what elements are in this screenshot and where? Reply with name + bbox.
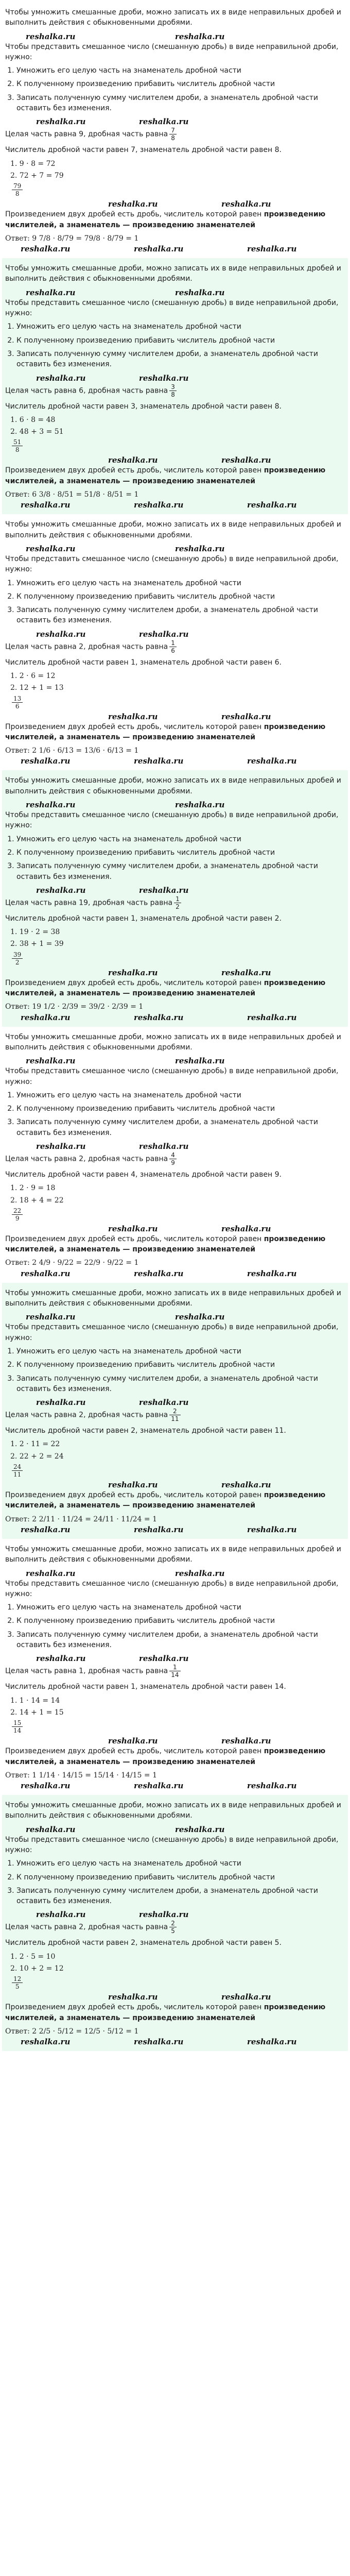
- whole-part-line: [5, 1920, 345, 1935]
- watermark: reshalka.ru: [175, 1312, 225, 1322]
- calc-step: 1. 2 · 9 = 18: [10, 1184, 56, 1193]
- final-answer: Ответ: 2 1/6 · 6/13 = 13/6 · 6/13 = 1: [5, 747, 139, 755]
- watermark-row: [5, 2037, 345, 2046]
- calc-step: 2. 22 + 2 = 24: [10, 1452, 64, 1461]
- multiply-text: Произведением двух дробей есть дробь, числитель которой равен: [5, 978, 264, 987]
- improper-result: [12, 182, 23, 197]
- fraction-numerator: 1: [169, 1664, 180, 1671]
- improper-result: [12, 1207, 23, 1222]
- watermark: reshalka.ru: [36, 1910, 86, 1920]
- step-item: 3. Записать полученную сумму числителем дроби, а знаменатель дробной части оставить без изменения.: [16, 861, 345, 882]
- watermark: reshalka.ru: [21, 1268, 71, 1278]
- watermark: reshalka.ru: [108, 1736, 158, 1746]
- watermark: reshalka.ru: [221, 1736, 271, 1746]
- steps-list: [16, 1346, 345, 1394]
- watermark: reshalka.ru: [108, 711, 158, 721]
- fraction-denominator: 8: [171, 391, 175, 398]
- watermark: reshalka.ru: [26, 1568, 76, 1578]
- step-item: 1. Умножить его целую часть на знаменатель дробной части: [16, 578, 345, 588]
- watermark: reshalka.ru: [247, 2037, 297, 2047]
- step-item: 1. Умножить его целую часть на знаменатель дробной части: [16, 1346, 345, 1357]
- steps-list: [16, 1090, 345, 1138]
- watermark: reshalka.ru: [247, 244, 297, 254]
- watermark: reshalka.ru: [21, 1012, 71, 1022]
- watermark: reshalka.ru: [36, 1142, 86, 1151]
- fraction-numerator: 22: [12, 1207, 23, 1215]
- fraction-part: [169, 639, 177, 654]
- watermark-row: [5, 756, 345, 765]
- fraction-denominator: 9: [15, 1214, 20, 1222]
- watermark: reshalka.ru: [36, 117, 86, 127]
- watermark-row: [5, 1992, 345, 2001]
- step-item: 2. К полученному произведению прибавить числитель дробной части: [16, 591, 345, 602]
- fraction-denominator: 11: [171, 1415, 179, 1423]
- whole-part-text: Целая часть равна 2, дробная часть равна: [5, 1155, 168, 1163]
- fraction-denominator: 8: [15, 190, 20, 198]
- calc-step: 1. 9 · 8 = 72: [10, 159, 56, 168]
- watermark: reshalka.ru: [108, 1992, 158, 2002]
- fraction-part: [169, 1151, 177, 1166]
- multiply-line: [5, 978, 345, 999]
- solution-section: [2, 258, 348, 514]
- watermark-row: [5, 244, 345, 253]
- product-rule: произведению числителей, а знаменатель — произведению знаменателей: [5, 1747, 326, 1766]
- solution-section: [2, 514, 348, 770]
- product-rule: произведению числителей, а знаменатель — произведению знаменателей: [5, 722, 326, 741]
- watermark: reshalka.ru: [175, 31, 225, 41]
- multiply-line: [5, 2002, 345, 2023]
- steps-list: [16, 1602, 345, 1650]
- watermark-row: [5, 1268, 345, 1278]
- step-item: 3. Записать полученную сумму числителем дроби, а знаменатель дробной части оставить без изменения.: [16, 605, 345, 626]
- watermark: reshalka.ru: [247, 1268, 297, 1278]
- watermark: reshalka.ru: [139, 1910, 189, 1920]
- improper-result: [12, 951, 23, 966]
- fraction-numerator: 2: [169, 1408, 180, 1415]
- watermark: reshalka.ru: [108, 199, 158, 209]
- step-item: 2. К полученному произведению прибавить числитель дробной части: [16, 1616, 345, 1626]
- rule-heading: Чтобы представить смешанное число (смешанную дробь) в виде неправильной дроби, нужно:: [5, 1067, 339, 1086]
- step-item: 3. Записать полученную сумму числителем дроби, а знаменатель дробной части оставить без изменения.: [16, 93, 345, 114]
- whole-part-text: Целая часть равна 6, дробная часть равна: [5, 386, 168, 395]
- calc-step: 1. 2 · 11 = 22: [10, 1440, 60, 1449]
- step-item: 2. К полученному произведению прибавить числитель дробной части: [16, 848, 345, 858]
- fraction-denominator: 2: [15, 958, 20, 966]
- multiply-line: [5, 209, 345, 230]
- watermark-row: [5, 1312, 345, 1321]
- watermark: reshalka.ru: [134, 1524, 184, 1534]
- watermark-row: [5, 544, 345, 553]
- watermark: reshalka.ru: [26, 1312, 76, 1322]
- step-item: 2. К полученному произведению прибавить числитель дробной части: [16, 1872, 345, 1883]
- fraction-denominator: 11: [13, 1471, 22, 1479]
- intro-text: Чтобы умножить смешанные дроби, можно записать их в виде неправильных дробей и выполнить действия с обыкновенными дробями.: [5, 8, 341, 27]
- rule-heading: Чтобы представить смешанное число (смешанную дробь) в виде неправильной дроби, нужно:: [5, 1579, 339, 1598]
- improper-fraction: [10, 438, 345, 453]
- step-item: 3. Записать полученную сумму числителем дроби, а знаменатель дробной части оставить без изменения.: [16, 1117, 345, 1138]
- solution-section: [2, 1027, 348, 1283]
- watermark: reshalka.ru: [26, 1824, 76, 1834]
- intro-text: Чтобы умножить смешанные дроби, можно записать их в виде неправильных дробей и выполнить действия с обыкновенными дробями.: [5, 776, 341, 795]
- fraction-denominator: 6: [15, 702, 20, 710]
- fraction-numerator: 4: [169, 1151, 177, 1159]
- whole-part-line: [5, 895, 345, 910]
- fraction-denominator: 2: [176, 903, 180, 910]
- product-rule: произведению числителей, а знаменатель — произведению знаменателей: [5, 466, 326, 485]
- watermark: reshalka.ru: [247, 1524, 297, 1534]
- watermark: reshalka.ru: [247, 756, 297, 766]
- improper-fraction: [10, 1975, 345, 1990]
- watermark: reshalka.ru: [175, 1568, 225, 1578]
- fraction-numerator: 51: [12, 438, 23, 446]
- step-item: 2. К полученному произведению прибавить числитель дробной части: [16, 335, 345, 346]
- calc-step: 1. 6 · 8 = 48: [10, 415, 56, 424]
- improper-fraction: [10, 1463, 345, 1478]
- watermark: reshalka.ru: [134, 244, 184, 254]
- calc-step: 2. 14 + 1 = 15: [10, 1708, 64, 1717]
- improper-fraction: [10, 695, 345, 710]
- watermark-row: [5, 1909, 345, 1919]
- watermark: reshalka.ru: [21, 756, 71, 766]
- watermark: reshalka.ru: [108, 455, 158, 465]
- fraction-numerator: 15: [12, 1719, 23, 1727]
- fraction-denominator: 8: [15, 446, 20, 454]
- watermark: reshalka.ru: [21, 244, 71, 254]
- calc-step: 2. 48 + 3 = 51: [10, 428, 64, 436]
- watermark-row: [5, 373, 345, 382]
- watermark: reshalka.ru: [134, 2037, 184, 2047]
- watermark: reshalka.ru: [221, 1992, 271, 2002]
- multiply-text: Произведением двух дробей есть дробь, числитель которой равен: [5, 210, 264, 219]
- watermark: reshalka.ru: [21, 500, 71, 510]
- calc-step: 1. 2 · 5 = 10: [10, 1952, 56, 1961]
- whole-part-line: [5, 639, 345, 654]
- multiply-line: [5, 722, 345, 743]
- whole-part-text: Целая часть равна 2, дробная часть равна: [5, 642, 168, 651]
- final-answer: Ответ: 1 1/14 · 14/15 = 15/14 · 14/15 = 1: [5, 1771, 157, 1780]
- watermark: reshalka.ru: [221, 455, 271, 465]
- whole-part-text: Целая часть равна 2, дробная часть равна: [5, 1923, 168, 1931]
- product-rule: произведению числителей, а знаменатель — произведению знаменателей: [5, 978, 326, 998]
- calc-step: 2. 38 + 1 = 39: [10, 940, 64, 948]
- watermark: reshalka.ru: [134, 1268, 184, 1278]
- step-item: 1. Умножить его целую часть на знаменатель дробной части: [16, 1858, 345, 1869]
- step-item: 2. К полученному произведению прибавить числитель дробной части: [16, 1360, 345, 1370]
- fraction-numerator: 24: [12, 1463, 23, 1471]
- rule-heading: Чтобы представить смешанное число (смешанную дробь) в виде неправильной дроби, нужно:: [5, 554, 339, 574]
- watermark: reshalka.ru: [108, 968, 158, 977]
- fraction-numerator: 7: [169, 127, 177, 134]
- step-item: 1. Умножить его целую часть на знаменатель дробной части: [16, 834, 345, 844]
- solution-section: [2, 1283, 348, 1539]
- watermark-row: [5, 500, 345, 509]
- watermark: reshalka.ru: [221, 968, 271, 977]
- watermark: reshalka.ru: [139, 1398, 189, 1408]
- watermark: reshalka.ru: [175, 544, 225, 553]
- numerator-denominator-line: Числитель дробной части равен 2, знаменатель дробной части равен 5.: [5, 1939, 282, 1947]
- step-item: 1. Умножить его целую часть на знаменатель дробной части: [16, 65, 345, 76]
- step-item: 3. Записать полученную сумму числителем дроби, а знаменатель дробной части оставить без изменения.: [16, 1630, 345, 1651]
- product-rule: произведению числителей, а знаменатель — произведению знаменателей: [5, 1234, 326, 1254]
- watermark: reshalka.ru: [247, 1781, 297, 1791]
- watermark-row: [5, 1141, 345, 1150]
- fraction-numerator: 3: [169, 383, 177, 391]
- watermark: reshalka.ru: [221, 1224, 271, 1233]
- step-item: 2. К полученному произведению прибавить числитель дробной части: [16, 79, 345, 89]
- fraction-part: [169, 127, 177, 142]
- multiply-line: [5, 1746, 345, 1767]
- watermark: reshalka.ru: [21, 1524, 71, 1534]
- watermark: reshalka.ru: [134, 1781, 184, 1791]
- rule-heading: Чтобы представить смешанное число (смешанную дробь) в виде неправильной дроби, нужно:: [5, 1835, 339, 1854]
- improper-result: [12, 438, 23, 453]
- watermark-row: [5, 455, 345, 464]
- solution-section: [2, 1539, 348, 1795]
- watermark: reshalka.ru: [247, 1012, 297, 1022]
- step-item: 2. К полученному произведению прибавить числитель дробной части: [16, 1104, 345, 1114]
- calc-step: 2. 10 + 2 = 12: [10, 1964, 64, 1973]
- watermark-row: [5, 968, 345, 977]
- watermark: reshalka.ru: [108, 1224, 158, 1233]
- calc-step: 1. 2 · 6 = 12: [10, 671, 56, 680]
- final-answer: Ответ: 2 2/11 · 11/24 = 24/11 · 11/24 = 1: [5, 1515, 157, 1523]
- whole-part-line: [5, 127, 345, 142]
- numerator-denominator-line: Числитель дробной части равен 2, знаменатель дробной части равен 11.: [5, 1427, 286, 1435]
- watermark-row: [5, 199, 345, 208]
- solution-section: [2, 2, 348, 258]
- step-item: 1. Умножить его целую часть на знаменатель дробной части: [16, 1602, 345, 1613]
- watermark: reshalka.ru: [36, 1398, 86, 1408]
- watermark-row: [5, 287, 345, 297]
- fraction-part: [169, 1664, 180, 1679]
- watermark-row: [5, 1397, 345, 1406]
- fraction-numerator: 2: [169, 1920, 177, 1927]
- whole-part-line: [5, 1408, 345, 1422]
- rule-heading: Чтобы представить смешанное число (смешанную дробь) в виде неправильной дроби, нужно:: [5, 298, 339, 318]
- whole-part-line: [5, 383, 345, 398]
- fraction-denominator: 8: [171, 134, 175, 142]
- watermark: reshalka.ru: [139, 885, 189, 895]
- improper-fraction: [10, 182, 345, 197]
- numerator-denominator-line: Числитель дробной части равен 3, знаменатель дробной части равен 8.: [5, 402, 282, 411]
- watermark: reshalka.ru: [139, 1654, 189, 1664]
- watermark: reshalka.ru: [26, 544, 76, 553]
- step-item: 3. Записать полученную сумму числителем дроби, а знаменатель дробной части оставить без изменения.: [16, 1374, 345, 1395]
- improper-result: [12, 1719, 23, 1734]
- improper-result: [12, 1463, 23, 1478]
- watermark: reshalka.ru: [139, 373, 189, 383]
- numerator-denominator-line: Числитель дробной части равен 1, знаменатель дробной части равен 6.: [5, 658, 282, 667]
- watermark: reshalka.ru: [26, 1056, 76, 1066]
- watermark: reshalka.ru: [221, 199, 271, 209]
- watermark: reshalka.ru: [175, 1824, 225, 1834]
- watermark-row: [5, 885, 345, 894]
- fraction-part: [174, 895, 181, 910]
- fraction-part: [169, 383, 177, 398]
- watermark: reshalka.ru: [26, 287, 76, 297]
- improper-fraction: [10, 951, 345, 966]
- watermark: reshalka.ru: [221, 711, 271, 721]
- fraction-numerator: 1: [169, 639, 177, 647]
- whole-part-text: Целая часть равна 9, дробная часть равна: [5, 130, 168, 139]
- watermark: reshalka.ru: [247, 500, 297, 510]
- calc-step: 2. 12 + 1 = 13: [10, 684, 64, 692]
- intro-text: Чтобы умножить смешанные дроби, можно записать их в виде неправильных дробей и выполнить действия с обыкновенными дробями.: [5, 264, 341, 283]
- watermark: reshalka.ru: [36, 885, 86, 895]
- final-answer: Ответ: 9 7/8 · 8/79 = 79/8 · 8/79 = 1: [5, 234, 139, 243]
- watermark-row: [5, 1653, 345, 1663]
- fraction-denominator: 14: [171, 1671, 179, 1679]
- intro-text: Чтобы умножить смешанные дроби, можно записать их в виде неправильных дробей и выполнить действия с обыкновенными дробями.: [5, 1032, 341, 1052]
- whole-part-text: Целая часть равна 1, дробная часть равна: [5, 1667, 168, 1675]
- fraction-denominator: 5: [171, 1927, 175, 1935]
- watermark: reshalka.ru: [134, 1012, 184, 1022]
- watermark: reshalka.ru: [21, 1781, 71, 1791]
- watermark: reshalka.ru: [108, 1480, 158, 1490]
- watermark: reshalka.ru: [175, 287, 225, 297]
- final-answer: Ответ: 2 4/9 · 9/22 = 22/9 · 9/22 = 1: [5, 1259, 139, 1267]
- multiply-text: Произведением двух дробей есть дробь, числитель которой равен: [5, 466, 264, 475]
- fraction-part: [169, 1408, 180, 1422]
- step-item: 3. Записать полученную сумму числителем дроби, а знаменатель дробной части оставить без изменения.: [16, 349, 345, 370]
- watermark-row: [5, 1224, 345, 1233]
- intro-text: Чтобы умножить смешанные дроби, можно записать их в виде неправильных дробей и выполнить действия с обыкновенными дробями.: [5, 1289, 341, 1308]
- fraction-numerator: 79: [12, 182, 23, 190]
- watermark: reshalka.ru: [36, 1654, 86, 1664]
- solution-section: [2, 1795, 348, 2051]
- rule-heading: Чтобы представить смешанное число (смешанную дробь) в виде неправильной дроби, нужно:: [5, 42, 339, 61]
- watermark-row: [5, 1056, 345, 1065]
- watermark: reshalka.ru: [26, 31, 76, 41]
- fraction-denominator: 5: [15, 1983, 20, 1991]
- steps-list: [16, 321, 345, 369]
- watermark-row: [5, 1568, 345, 1578]
- improper-fraction: [10, 1207, 345, 1222]
- step-item: 1. Умножить его целую часть на знаменатель дробной части: [16, 321, 345, 332]
- final-answer: Ответ: 19 1/2 · 2/39 = 39/2 · 2/39 = 1: [5, 1003, 144, 1011]
- improper-fraction: [10, 1719, 345, 1734]
- calc-step: 2. 72 + 7 = 79: [10, 171, 64, 180]
- watermark-row: [5, 116, 345, 126]
- watermark-row: [5, 1824, 345, 1834]
- multiply-line: [5, 465, 345, 486]
- fraction-denominator: 14: [13, 1727, 22, 1735]
- multiply-text: Произведением двух дробей есть дробь, числитель которой равен: [5, 1234, 264, 1243]
- product-rule: произведению числителей, а знаменатель — произведению знаменателей: [5, 210, 326, 229]
- watermark: reshalka.ru: [139, 629, 189, 639]
- intro-text: Чтобы умножить смешанные дроби, можно записать их в виде неправильных дробей и выполнить действия с обыкновенными дробями.: [5, 1545, 341, 1564]
- watermark-row: [5, 800, 345, 809]
- watermark: reshalka.ru: [175, 1056, 225, 1066]
- watermark-row: [5, 1781, 345, 1790]
- step-item: 1. Умножить его целую часть на знаменатель дробной части: [16, 1090, 345, 1100]
- fraction-numerator: 12: [12, 1975, 23, 1983]
- watermark: reshalka.ru: [221, 1480, 271, 1490]
- fraction-denominator: 9: [171, 1159, 175, 1166]
- fraction-denominator: 6: [171, 647, 175, 654]
- multiply-text: Произведением двух дробей есть дробь, числитель которой равен: [5, 1491, 264, 1500]
- watermark: reshalka.ru: [36, 373, 86, 383]
- watermark-row: [5, 1524, 345, 1534]
- watermark-row: [5, 629, 345, 638]
- steps-list: [16, 1858, 345, 1906]
- watermark: reshalka.ru: [26, 800, 76, 810]
- watermark-row: [5, 711, 345, 721]
- intro-text: Чтобы умножить смешанные дроби, можно записать их в виде неправильных дробей и выполнить действия с обыкновенными дробями.: [5, 1801, 341, 1820]
- calc-step: 1. 1 · 14 = 14: [10, 1696, 60, 1705]
- watermark: reshalka.ru: [139, 117, 189, 127]
- improper-result: [12, 695, 23, 710]
- watermark-row: [5, 1480, 345, 1489]
- watermark: reshalka.ru: [139, 1142, 189, 1151]
- improper-result: [12, 1975, 23, 1990]
- fraction-numerator: 13: [12, 695, 23, 703]
- whole-part-line: [5, 1664, 345, 1679]
- final-answer: Ответ: 2 2/5 · 5/12 = 12/5 · 5/12 = 1: [5, 2027, 139, 2036]
- watermark: reshalka.ru: [134, 756, 184, 766]
- multiply-text: Произведением двух дробей есть дробь, числитель которой равен: [5, 1747, 264, 1756]
- numerator-denominator-line: Числитель дробной части равен 4, знаменатель дробной части равен 9.: [5, 1171, 282, 1179]
- watermark-row: [5, 1012, 345, 1022]
- fraction-numerator: 1: [174, 895, 181, 903]
- intro-text: Чтобы умножить смешанные дроби, можно записать их в виде неправильных дробей и выполнить действия с обыкновенными дробями.: [5, 520, 341, 539]
- watermark: reshalka.ru: [21, 2037, 71, 2047]
- step-item: 3. Записать полученную сумму числителем дроби, а знаменатель дробной части оставить без изменения.: [16, 1886, 345, 1907]
- steps-list: [16, 834, 345, 882]
- multiply-text: Произведением двух дробей есть дробь, числитель которой равен: [5, 2003, 264, 2012]
- rule-heading: Чтобы представить смешанное число (смешанную дробь) в виде неправильной дроби, нужно:: [5, 1323, 339, 1342]
- whole-part-text: Целая часть равна 2, дробная часть равна: [5, 1411, 168, 1419]
- final-answer: Ответ: 6 3/8 · 8/51 = 51/8 · 8/51 = 1: [5, 490, 139, 499]
- multiply-text: Произведением двух дробей есть дробь, числитель которой равен: [5, 722, 264, 731]
- steps-list: [16, 578, 345, 626]
- calc-step: 1. 19 · 2 = 38: [10, 928, 60, 937]
- watermark: reshalka.ru: [134, 500, 184, 510]
- product-rule: произведению числителей, а знаменатель — произведению знаменателей: [5, 2003, 326, 2022]
- watermark: reshalka.ru: [36, 629, 86, 639]
- calc-step: 2. 18 + 4 = 22: [10, 1196, 64, 1205]
- solution-section: [2, 770, 348, 1026]
- multiply-line: [5, 1234, 345, 1255]
- watermark-row: [5, 1736, 345, 1745]
- product-rule: произведению числителей, а знаменатель — произведению знаменателей: [5, 1491, 326, 1510]
- watermark-row: [5, 31, 345, 41]
- multiply-line: [5, 1490, 345, 1511]
- numerator-denominator-line: Числитель дробной части равен 1, знаменатель дробной части равен 14.: [5, 1683, 286, 1691]
- rule-heading: Чтобы представить смешанное число (смешанную дробь) в виде неправильной дроби, нужно:: [5, 811, 339, 830]
- whole-part-line: [5, 1151, 345, 1166]
- numerator-denominator-line: Числитель дробной части равен 1, знаменатель дробной части равен 2.: [5, 914, 282, 923]
- steps-list: [16, 65, 345, 113]
- watermark: reshalka.ru: [175, 800, 225, 810]
- whole-part-text: Целая часть равна 19, дробная часть равна: [5, 899, 173, 907]
- numerator-denominator-line: Числитель дробной части равен 7, знаменатель дробной части равен 8.: [5, 146, 282, 155]
- fraction-numerator: 39: [12, 951, 23, 959]
- fraction-part: [169, 1920, 177, 1935]
